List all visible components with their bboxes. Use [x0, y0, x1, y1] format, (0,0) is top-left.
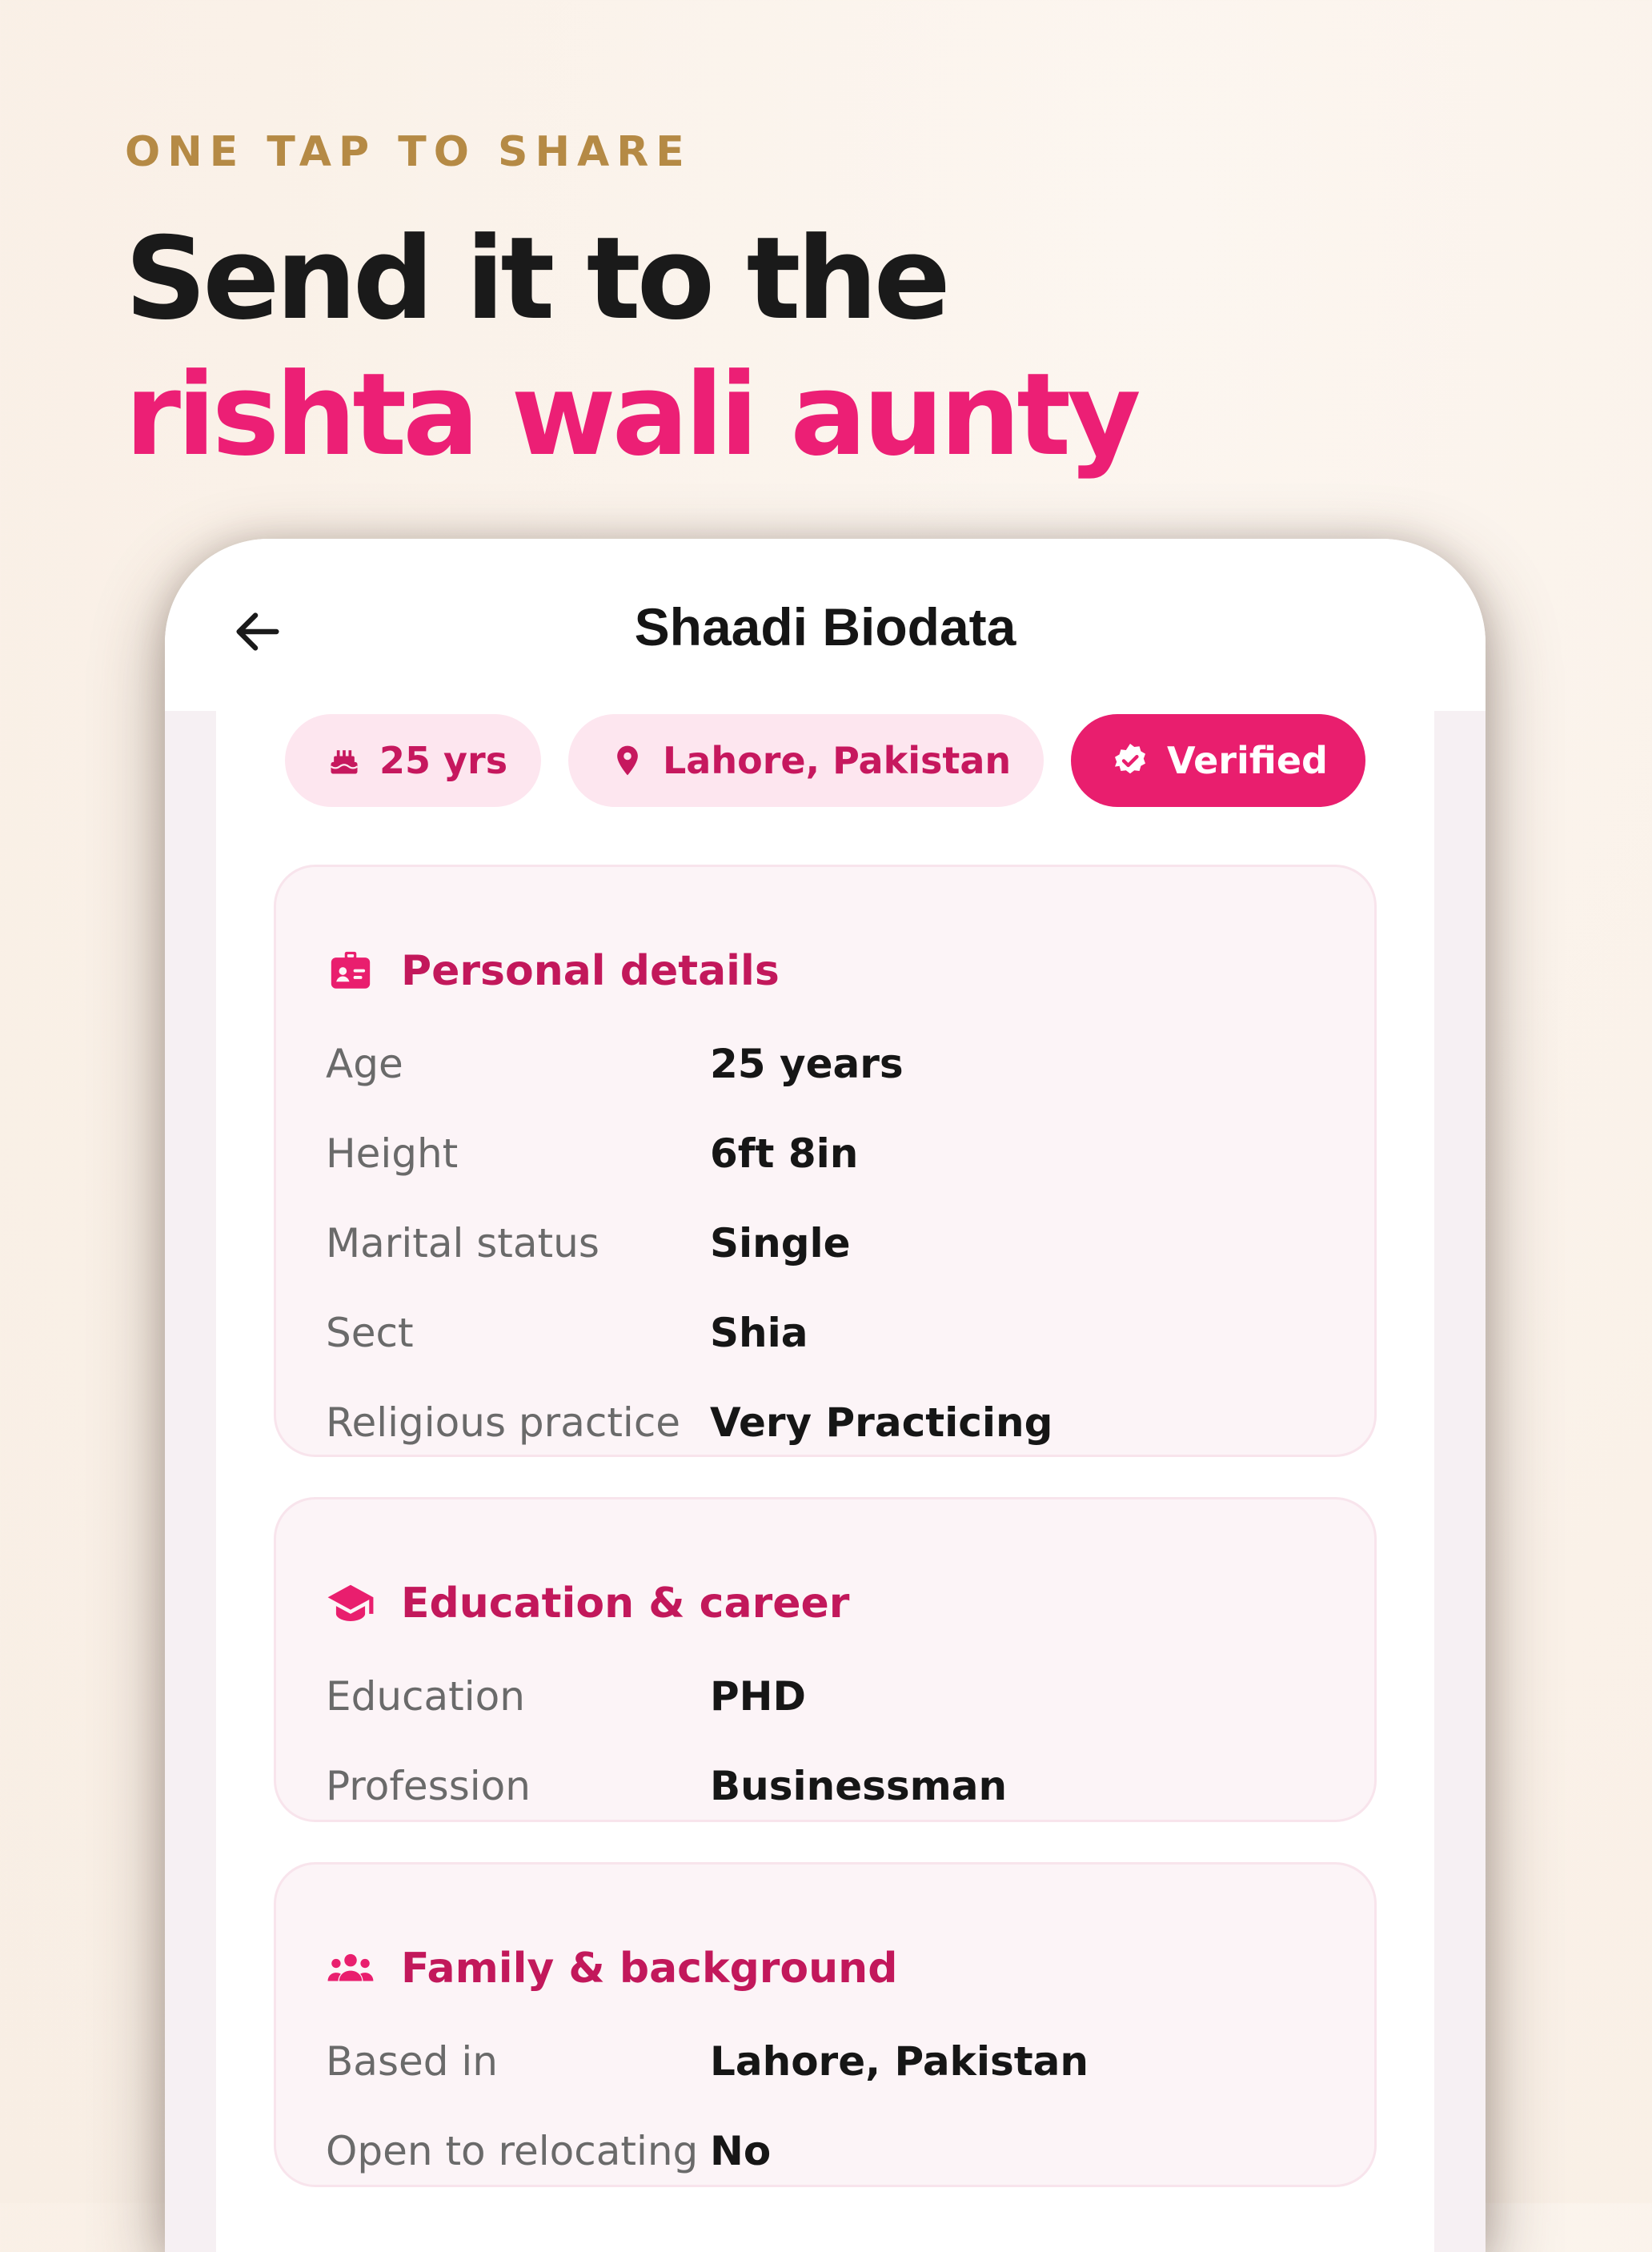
row-value: No: [710, 2128, 772, 2174]
personal-details-card: [274, 865, 1377, 1457]
row-value: Single: [710, 1220, 851, 1266]
table-row: [326, 1391, 1334, 1455]
location-chip-label: Lahore, Pakistan: [663, 739, 1012, 782]
row-value: 6ft 8in: [710, 1130, 859, 1177]
cake-icon: [327, 743, 362, 778]
table-row: [326, 2119, 1334, 2183]
verified-badge-icon: [1111, 741, 1149, 780]
hero: [125, 120, 1566, 484]
row-label: Sect: [326, 1310, 414, 1356]
location-chip: [568, 714, 1044, 807]
row-label: Marital status: [326, 1220, 599, 1266]
eyebrow-text: ONE TAP TO SHARE: [125, 128, 692, 176]
row-label: Height: [326, 1130, 459, 1177]
row-label: Religious practice: [326, 1399, 681, 1446]
age-chip: [285, 714, 541, 807]
row-label: Open to relocating: [326, 2128, 699, 2174]
row-label: Education: [326, 1673, 525, 1720]
table-row: [326, 1664, 1334, 1728]
row-label: Based in: [326, 2038, 498, 2085]
education-career-title: Education & career: [401, 1580, 850, 1628]
row-value: Businessman: [710, 1763, 1008, 1809]
page-title: Shaadi Biodata: [634, 597, 1016, 656]
people-group-icon: [326, 1944, 375, 1993]
personal-details-header: [326, 939, 780, 1003]
personal-details-title: Personal details: [401, 947, 780, 995]
table-row: [326, 2029, 1334, 2093]
content-gutter-right: [1434, 711, 1486, 2252]
row-value: Very Practicing: [710, 1399, 1053, 1446]
verified-chip-label: Verified: [1167, 739, 1328, 782]
headline-line-2: rishta wali aunty: [125, 349, 1137, 481]
row-value: PHD: [710, 1673, 806, 1720]
content-gutter-left: [165, 711, 216, 2252]
row-value: Lahore, Pakistan: [710, 2038, 1089, 2085]
education-career-header: [326, 1572, 849, 1636]
row-value: Shia: [710, 1310, 808, 1356]
row-label: Age: [326, 1041, 403, 1087]
table-row: [326, 1032, 1334, 1096]
family-background-title: Family & background: [401, 1945, 898, 1993]
table-row: [326, 1211, 1334, 1275]
row-value: 25 years: [710, 1041, 904, 1087]
id-badge-icon: [326, 946, 375, 996]
location-pin-icon: [610, 743, 645, 778]
family-background-card: [274, 1862, 1377, 2187]
table-row: [326, 1122, 1334, 1186]
family-background-header: [326, 1937, 897, 2001]
age-chip-label: 25 yrs: [379, 739, 508, 782]
education-career-card: [274, 1497, 1377, 1822]
graduation-cap-icon: [326, 1579, 375, 1628]
row-label: Profession: [326, 1763, 531, 1809]
headline-line-1: Send it to the: [125, 213, 947, 345]
verified-chip: [1071, 714, 1365, 807]
table-row: [326, 1301, 1334, 1365]
table-row: [326, 1754, 1334, 1818]
app-bar: [165, 539, 1486, 711]
